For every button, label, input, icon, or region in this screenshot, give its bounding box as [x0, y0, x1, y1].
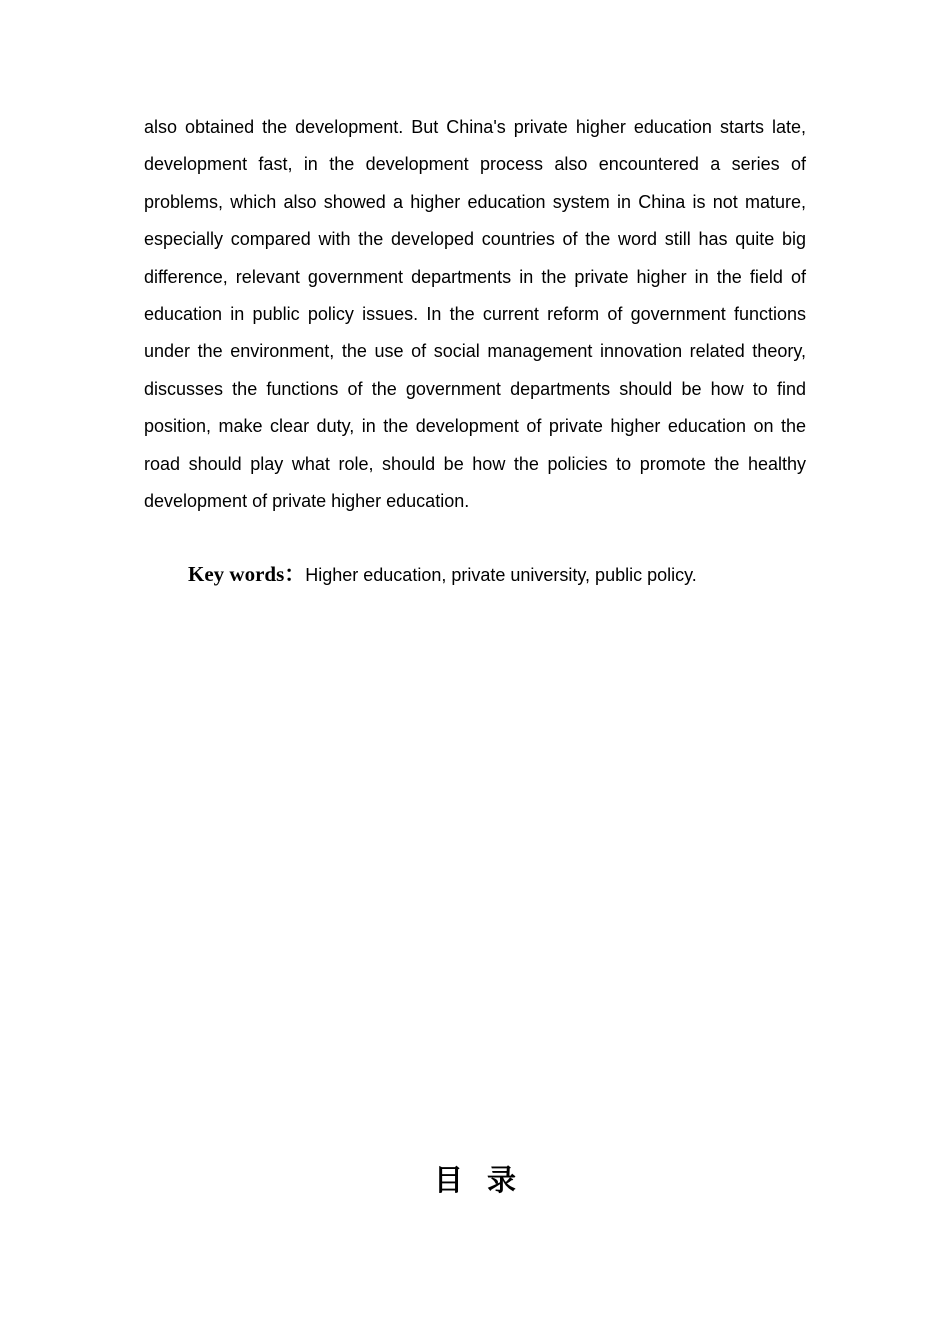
toc-title: 目录 — [433, 1163, 540, 1197]
keywords-value: Higher education, private university, public policy. — [305, 565, 697, 585]
keywords-label: Key words： — [188, 562, 306, 586]
abstract-paragraph: also obtained the development. But China's private higher education starts late, development fast, in the development process also encountered a series of problems, which also showed a higher education system in China is not mature, especially compared with the developed countries of the word still has quite big difference, relevant government departments in the private higher in the field of education in public policy issues. In the current reform of government functions under the environment, the use of social management innovation related theory, discusses the functions of the government departments should be how to find position, make clear duty, in the development of private higher education on the road should play what role, should be how the policies to promote the healthy development of private higher education. — [144, 117, 806, 512]
keywords-line — [188, 556, 808, 594]
